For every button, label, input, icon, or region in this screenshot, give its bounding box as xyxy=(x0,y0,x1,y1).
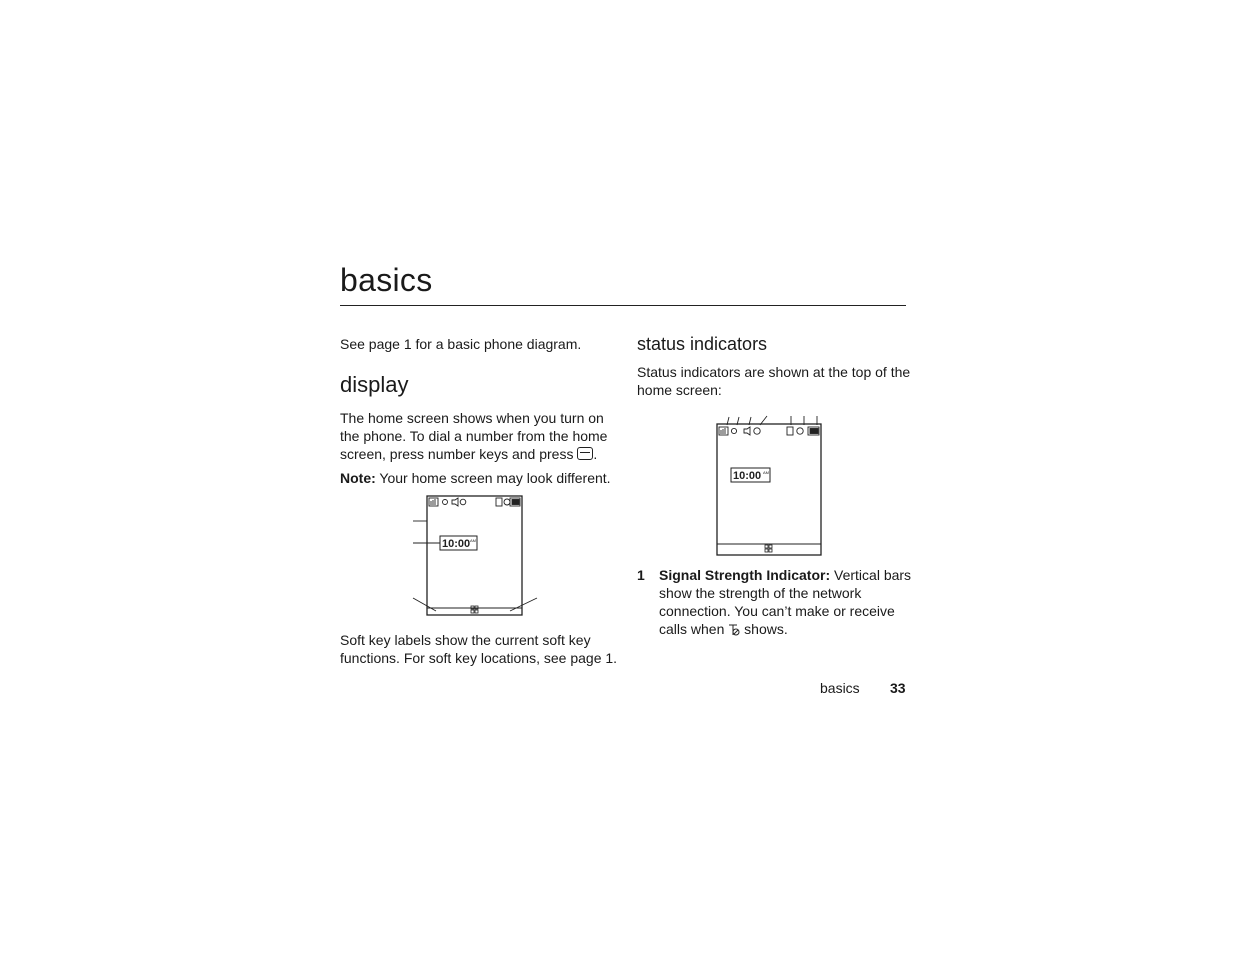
status-screen-illustration xyxy=(712,412,828,560)
callout-lines-left xyxy=(413,521,537,611)
softkey-line-1: Soft key labels show the current soft key xyxy=(340,632,591,648)
display-heading: display xyxy=(340,372,409,397)
item-number: 1 xyxy=(637,567,645,583)
title-divider xyxy=(340,305,906,306)
note-label: Note: xyxy=(340,470,376,486)
display-line-3-end: . xyxy=(593,446,598,462)
item-line-4 xyxy=(659,620,919,638)
display-line-1: The home screen shows when you turn on xyxy=(340,410,604,426)
right-clock: 10:00 xyxy=(733,470,762,482)
page-number: 33 xyxy=(890,680,906,696)
item-text-4-end: shows. xyxy=(744,621,788,637)
footer-section: basics xyxy=(820,680,860,696)
item-line-3: connection. You can’t make or receive xyxy=(659,603,895,619)
status-line-1: Status indicators are shown at the top of the xyxy=(637,364,911,380)
softkey-paragraph xyxy=(340,631,620,667)
intro-text: See page 1 for a basic phone diagram. xyxy=(340,336,582,352)
menu-key-icon-right xyxy=(765,545,772,552)
item-label: Signal Strength Indicator: xyxy=(659,567,831,583)
display-line-3 xyxy=(340,445,610,463)
item-description xyxy=(659,566,919,638)
home-screen-illustration xyxy=(405,492,545,622)
note-text: Your home screen may look different. xyxy=(379,470,611,486)
status-icons-left xyxy=(429,498,520,506)
display-paragraph xyxy=(340,409,610,463)
left-clock-suffix: AM xyxy=(470,538,476,543)
item-text-1: Vertical bars xyxy=(834,567,912,583)
softkey-line-2: functions. For soft key locations, see page 1. xyxy=(340,650,618,666)
display-line-3-text: screen, press number keys and press xyxy=(340,446,574,462)
no-signal-icon xyxy=(728,623,740,636)
status-icons-right xyxy=(719,427,819,435)
status-paragraph xyxy=(637,363,912,399)
display-line-2: the phone. To dial a number from the home xyxy=(340,428,608,444)
note xyxy=(340,469,611,487)
left-clock: 10:00 xyxy=(442,538,471,550)
page-title: basics xyxy=(340,262,433,298)
item-line-1 xyxy=(659,566,919,584)
right-clock-suffix: AM xyxy=(763,470,769,475)
status-heading: status indicators xyxy=(637,334,768,354)
menu-key-icon xyxy=(471,606,478,613)
status-line-2: home screen: xyxy=(637,382,722,398)
send-key-icon xyxy=(577,447,593,460)
item-text-4: calls when xyxy=(659,621,725,637)
item-line-2: show the strength of the network xyxy=(659,585,862,601)
